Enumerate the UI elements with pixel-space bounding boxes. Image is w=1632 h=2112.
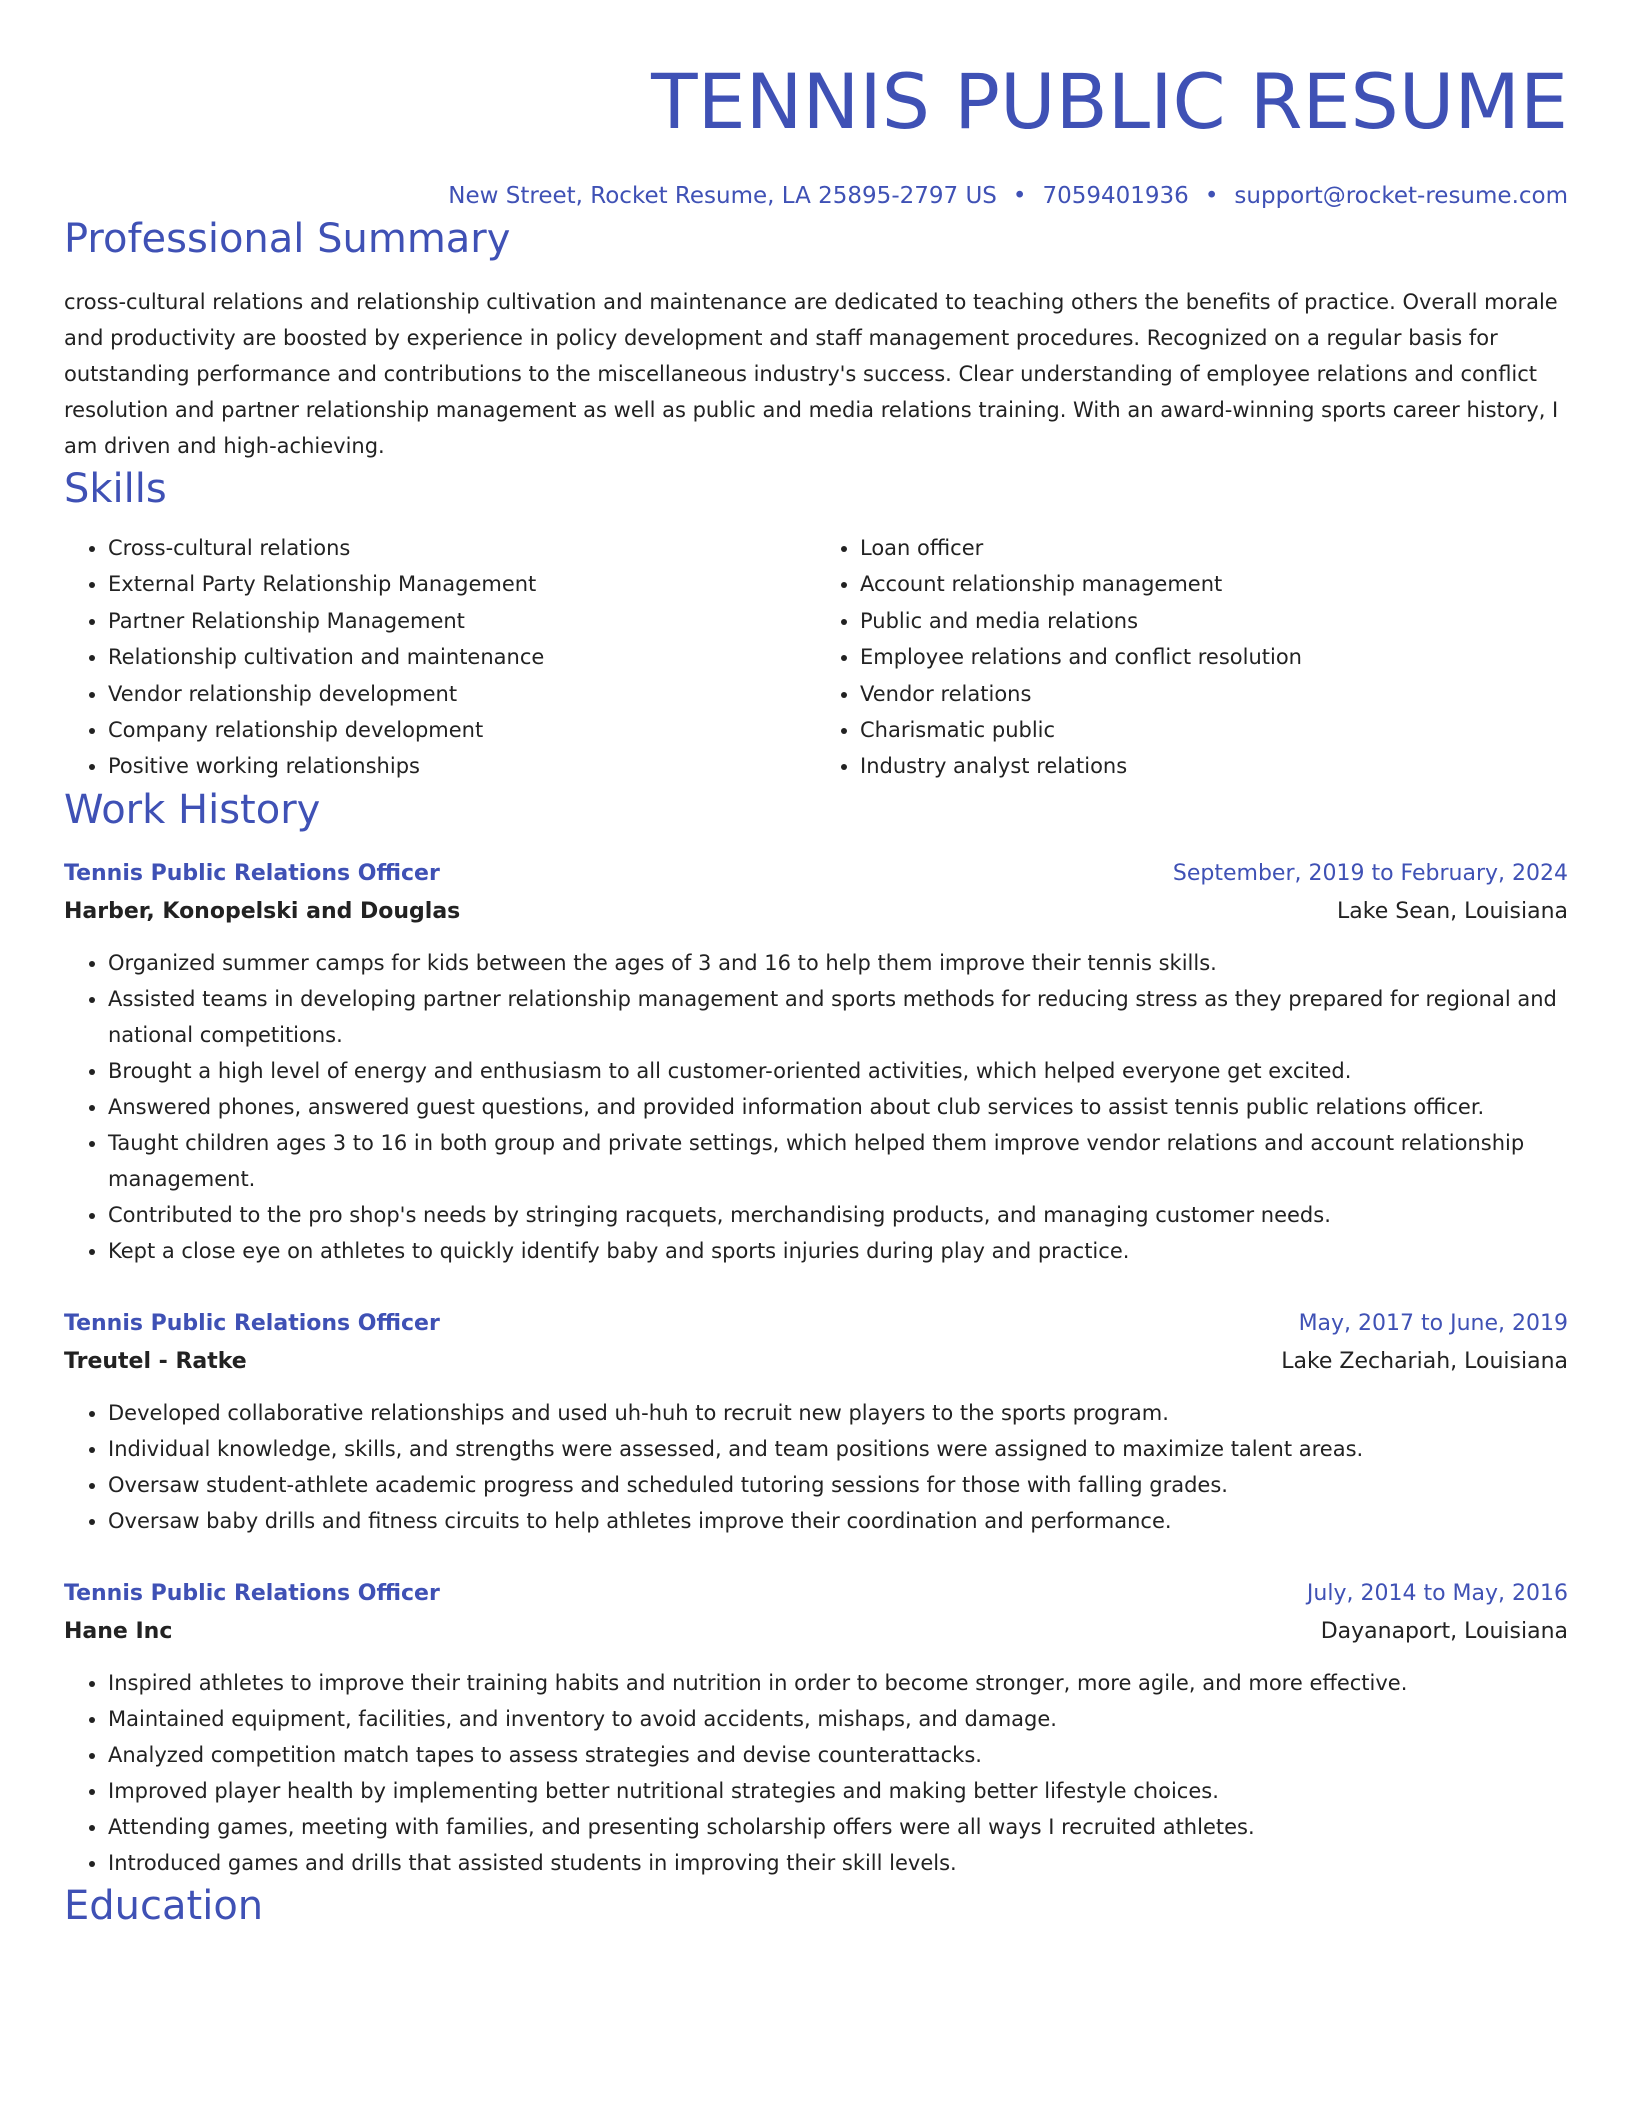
- education-heading: Education: [64, 1882, 264, 1929]
- resume-name: TENNIS PUBLIC RESUME: [651, 57, 1568, 146]
- skills-column-left: [64, 530, 816, 785]
- job-bullet: • Answered phones, answered guest questions, and provided information about club services to assist tennis public relations officer.: [108, 1089, 1568, 1125]
- job-bullet: • Assisted teams in developing partner relationship management and sports methods for reducing stress as they prepared for regional and national competitions.: [108, 981, 1568, 1053]
- job-header-row: [64, 1575, 1568, 1613]
- job-bullet: • Developed collaborative relationships and used uh-huh to recruit new players to the sports program.: [108, 1395, 1568, 1431]
- skill-item: • Company relationship development: [108, 712, 816, 748]
- skill-item: • Vendor relationship development: [108, 676, 816, 712]
- resume-page: [64, 0, 1568, 1931]
- job-company-row: [64, 893, 1568, 931]
- skill-item: • Account relationship management: [860, 566, 1568, 602]
- job-bullets: [64, 1665, 1568, 1881]
- job-bullet: • Improved player health by implementing better nutritional strategies and making better lifestyle choices.: [108, 1773, 1568, 1809]
- job-location: Lake Sean, Louisiana: [1337, 898, 1568, 924]
- skill-item: • Cross-cultural relations: [108, 530, 816, 566]
- job-title: Tennis Public Relations Officer: [64, 1310, 440, 1336]
- job-bullet: • Organized summer camps for kids between the ages of 3 and 16 to help them improve their tennis skills.: [108, 945, 1568, 981]
- contact-email: support@rocket-resume.com: [1234, 183, 1568, 209]
- work-history-heading: Work History: [64, 786, 321, 833]
- job-header-row: [64, 855, 1568, 893]
- job-title: Tennis Public Relations Officer: [64, 1580, 440, 1606]
- contact-separator: •: [1204, 183, 1219, 209]
- skill-item: • External Party Relationship Management: [108, 566, 816, 602]
- job-bullet: • Brought a high level of energy and enthusiasm to all customer-oriented activities, which helped everyone get excited.: [108, 1053, 1568, 1089]
- job-bullet: • Oversaw baby drills and fitness circuits to help athletes improve their coordination and performance.: [108, 1503, 1568, 1539]
- skills-list: [64, 530, 1568, 785]
- job-bullet: • Taught children ages 3 to 16 in both group and private settings, which helped them improve vendor relations and account relationship management.: [108, 1125, 1568, 1197]
- skill-item: • Public and media relations: [860, 603, 1568, 639]
- summary-heading: Professional Summary: [64, 216, 511, 262]
- job-bullets: [64, 1395, 1568, 1539]
- contact-address: New Street, Rocket Resume, LA 25895-2797 US: [448, 183, 997, 209]
- skills-heading: Skills: [64, 466, 167, 512]
- job-bullet: • Kept a close eye on athletes to quickly identify baby and sports injuries during play and practice.: [108, 1233, 1568, 1269]
- summary-text: cross-cultural relations and relationship cultivation and maintenance are dedicated to teaching others the benefits of practice. Overall morale and productivity are boosted by experience in policy development and staff management procedures. Recognized on a regular basis for outstanding performance and contributions to the miscellaneous industry's success. Clear understanding of employee relations and conflict resolution and partner relationship management as well as public and media relations training. With an award-winning sports career history, I am driven and high-achieving.: [64, 290, 1559, 458]
- job-bullet: • Analyzed competition match tapes to assess strategies and devise counterattacks.: [108, 1737, 1568, 1773]
- skill-item: • Employee relations and conflict resolution: [860, 639, 1568, 675]
- job-location: Dayanaport, Louisiana: [1320, 1618, 1568, 1644]
- job-bullet: • Introduced games and drills that assisted students in improving their skill levels.: [108, 1845, 1568, 1881]
- skill-item: • Partner Relationship Management: [108, 603, 816, 639]
- contact-line: [64, 178, 1568, 214]
- job-bullet: • Maintained equipment, facilities, and inventory to avoid accidents, mishaps, and damage.: [108, 1701, 1568, 1737]
- job-company-row: [64, 1343, 1568, 1381]
- job-bullets: [64, 945, 1568, 1269]
- job-dates: July, 2014 to May, 2016: [1306, 1580, 1568, 1606]
- job-company-row: [64, 1613, 1568, 1651]
- job-bullet: • Inspired athletes to improve their training habits and nutrition in order to become stronger, more agile, and more effective.: [108, 1665, 1568, 1701]
- skill-item: • Industry analyst relations: [860, 748, 1568, 784]
- job-company: Hane Inc: [64, 1618, 173, 1644]
- job-bullet: • Contributed to the pro shop's needs by stringing racquets, merchandising products, and managing customer needs.: [108, 1197, 1568, 1233]
- job-dates: May, 2017 to June, 2019: [1298, 1310, 1568, 1336]
- job-company: Harber, Konopelski and Douglas: [64, 898, 461, 924]
- contact-phone: 7059401936: [1042, 183, 1189, 209]
- job-bullet: • Attending games, meeting with families, and presenting scholarship offers were all ways I recruited athletes.: [108, 1809, 1568, 1845]
- skill-item: • Positive working relationships: [108, 748, 816, 784]
- contact-separator: •: [1012, 183, 1027, 209]
- job-entry: [64, 855, 1568, 1269]
- job-bullet: • Oversaw student-athlete academic progress and scheduled tutoring sessions for those with falling grades.: [108, 1467, 1568, 1503]
- job-entry: [64, 1305, 1568, 1539]
- job-entry: [64, 1575, 1568, 1881]
- skill-item: • Loan officer: [860, 530, 1568, 566]
- job-header-row: [64, 1305, 1568, 1343]
- job-dates: September, 2019 to February, 2024: [1172, 860, 1568, 886]
- job-location: Lake Zechariah, Louisiana: [1281, 1348, 1568, 1374]
- skills-column-right: [816, 530, 1568, 785]
- skill-item: • Charismatic public: [860, 712, 1568, 748]
- skill-item: • Vendor relations: [860, 676, 1568, 712]
- job-title: Tennis Public Relations Officer: [64, 860, 440, 886]
- skill-item: • Relationship cultivation and maintenance: [108, 639, 816, 675]
- job-bullet: • Individual knowledge, skills, and strengths were assessed, and team positions were assigned to maximize talent areas.: [108, 1431, 1568, 1467]
- job-company: Treutel - Ratke: [64, 1348, 247, 1374]
